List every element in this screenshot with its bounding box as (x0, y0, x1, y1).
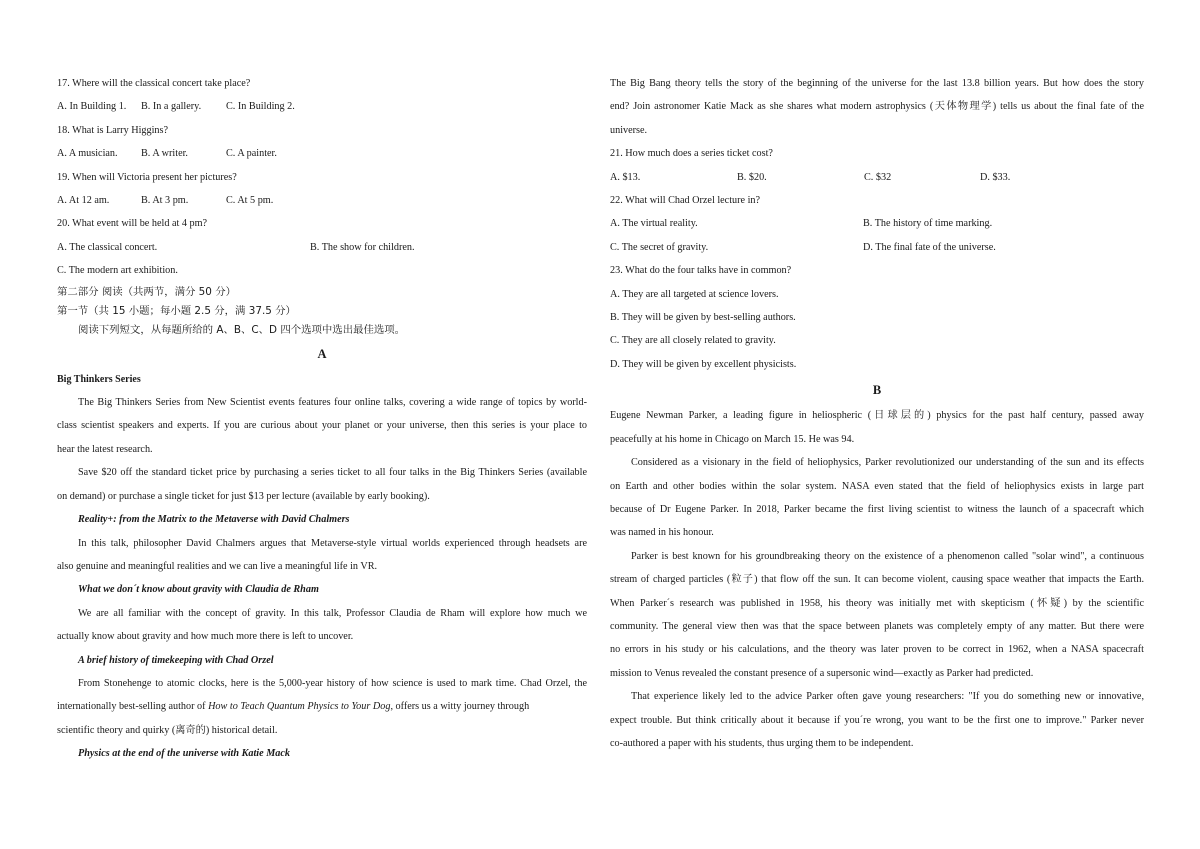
paragraph-line: hear the latest research. (57, 443, 153, 455)
paragraph-line: class scientist speakers and experts. If you are curious about your planet or your universe, then this series is your place to (57, 420, 587, 432)
paragraph-line: on Earth and other bodies within the solar system. NASA even stated that the field of heliophysics exists in large part (610, 480, 1144, 492)
section-heading: 第一节（共 15 小题；每小题 2.5 分，满 37.5 分） (57, 304, 296, 317)
left-column (57, 72, 587, 766)
paragraph-line: actually know about gravity and how much more there is left to uncover. (57, 631, 354, 643)
question-19: 19. When will Victoria present her pictures? (57, 171, 237, 183)
option: D. The final fate of the universe. (863, 241, 996, 253)
paragraph-line: on demand) or purchase a single ticket for just $13 per lecture (available by early booking). (57, 490, 430, 502)
option: B. The history of time marking. (863, 218, 993, 230)
paragraph-line: That experience likely led to the advice Parker often gave young researchers: "If you do something new or innovative, (631, 691, 1144, 703)
option: A. The classical concert. (57, 241, 158, 253)
option: C. In Building 2. (226, 101, 295, 113)
passage-b-label: B (872, 383, 882, 398)
paragraph-line: stream of charged particles (粒子) that flow off the sun. It can become violent, causing space weather that impacts the Earth. (610, 574, 1144, 586)
talk-title: Physics at the end of the universe with Katie Mack (78, 748, 290, 760)
instruction: 阅读下列短文，从每题所给的 A、B、C、D 四个选项中选出最佳选项。 (78, 323, 406, 336)
paragraph-line: From Stonehenge to atomic clocks, here is the 5,000-year history of how science is used to mark time. Chad Orzel, the (78, 677, 587, 689)
text-fragment: internationally best-selling author of (57, 701, 209, 713)
option: D. They will be given by excellent physicists. (610, 358, 797, 370)
question-22: 22. What will Chad Orzel lecture in? (610, 195, 761, 207)
option: B. At 3 pm. (141, 195, 189, 207)
paragraph-line: no errors in his study or his calculations, and the theory was later proven to be correct in 1962, when a NASA spacecraft (610, 644, 1144, 656)
paragraph-line: scientific theory and quirky (离奇的) historical detail. (57, 724, 278, 736)
paragraph-line: was named in his honour. (610, 527, 714, 539)
paragraph-line: Save $20 off the standard ticket price by purchasing a series ticket to all four talks in the Big Thinkers Series (available (78, 467, 587, 479)
passage-a-label: A (317, 346, 327, 361)
paragraph-line: because of Dr Eugene Parker. In 2018, Parker became the first living scientist to witness the launch of a spacecraft which (610, 503, 1144, 515)
option: C. The modern art exhibition. (57, 265, 178, 277)
part-heading: 第二部分 阅读（共两节，满分 50 分） (57, 285, 236, 298)
paragraph-line: We are all familiar with the concept of gravity. In this talk, Professor Claudia de Rham will explore how much we (78, 607, 587, 619)
question-18: 18. What is Larry Higgins? (57, 124, 169, 136)
paragraph-line: co-authored a paper with his students, thus urging them to be independent. (610, 737, 914, 749)
talk-title: A brief history of timekeeping with Chad Orzel (78, 654, 274, 666)
paragraph-line: peacefully at his home in Chicago on March 15. He was 94. (610, 433, 855, 445)
option: B. They will be given by best-selling authors. (610, 312, 796, 324)
option: B. $20. (737, 171, 767, 183)
question-17-options (57, 95, 587, 118)
right-column (610, 72, 1144, 755)
question-20: 20. What event will be held at 4 pm? (57, 218, 208, 230)
option: A. A musician. (57, 148, 118, 160)
paragraph-line: also genuine and meaningful realities and we can live a meaningful life in VR. (57, 560, 378, 572)
option: C. $32 (864, 171, 892, 183)
option: C. At 5 pm. (226, 195, 274, 207)
option: B. In a gallery. (141, 101, 202, 113)
question-18-options (57, 142, 587, 165)
paragraph-line: community. The general view then was that the space between planets was completely empty of any matter. But there were (610, 620, 1144, 632)
option: B. The show for children. (310, 241, 415, 253)
option: A. They are all targeted at science lovers. (610, 288, 779, 300)
paragraph-line (57, 695, 587, 718)
question-22-options (610, 236, 1144, 259)
paragraph-line: Eugene Newman Parker, a leading figure in heliospheric (日球层的) physics for the past half century, passed away (610, 410, 1144, 422)
option: A. $13. (610, 171, 641, 183)
paragraph-line: When Parker´s research was published in 1958, his theory was initially met with skepticism (怀疑) by the scientific (610, 597, 1144, 609)
series-title: Big Thinkers Series (57, 373, 141, 385)
paragraph-line: Considered as a visionary in the field of heliophysics, Parker revolutionized our understanding of the sun and its effects (631, 457, 1144, 469)
question-23: 23. What do the four talks have in common? (610, 265, 792, 277)
question-17: 17. Where will the classical concert take place? (57, 78, 251, 89)
paragraph-line: The Big Thinkers Series from New Scientist events features four online talks, covering a wide range of topics by world- (78, 397, 587, 409)
option: C. They are all closely related to gravity. (610, 335, 776, 347)
option: A. The virtual reality. (610, 218, 698, 230)
paragraph-line: The Big Bang theory tells the story of the beginning of the universe for the last 13.8 billion years. But how does the story (610, 78, 1144, 89)
question-21-options (610, 166, 1144, 189)
question-20-options (57, 236, 587, 259)
paragraph-line: end? Join astronomer Katie Mack as she shares what modern astrophysics (天体物理学) tells us about the final fate of the (610, 101, 1144, 113)
option: A. In Building 1. (57, 101, 127, 113)
paragraph-line: universe. (610, 124, 648, 136)
question-21: 21. How much does a series ticket cost? (610, 148, 773, 160)
paragraph-line: Parker is best known for his groundbreaking theory on the existence of a phenomenon called "solar wind", a continuous (631, 550, 1144, 562)
question-19-options (57, 189, 587, 212)
option: D. $33. (980, 171, 1011, 183)
option: A. At 12 am. (57, 195, 110, 207)
paragraph-line: In this talk, philosopher David Chalmers argues that Metaverse-style virtual worlds experienced through headsets are (78, 537, 587, 549)
talk-title: What we don´t know about gravity with Claudia de Rham (78, 584, 319, 596)
option: C. The secret of gravity. (610, 241, 709, 253)
paragraph-line: expect trouble. But think critically about it because if you´re wrong, you want to be the first one to improve." Parker never (610, 714, 1144, 726)
text-fragment: , offers us a witty journey through (390, 701, 530, 713)
option: B. A writer. (141, 148, 188, 160)
talk-title: Reality+: from the Matrix to the Metaverse with David Chalmers (78, 514, 350, 526)
paragraph-line: mission to Venus revealed the constant presence of a supersonic wind—exactly as Parker had predicted. (610, 667, 1034, 679)
option: C. A painter. (226, 148, 277, 160)
question-22-options (610, 212, 1144, 235)
book-title: How to Teach Quantum Physics to Your Dog (208, 701, 391, 713)
